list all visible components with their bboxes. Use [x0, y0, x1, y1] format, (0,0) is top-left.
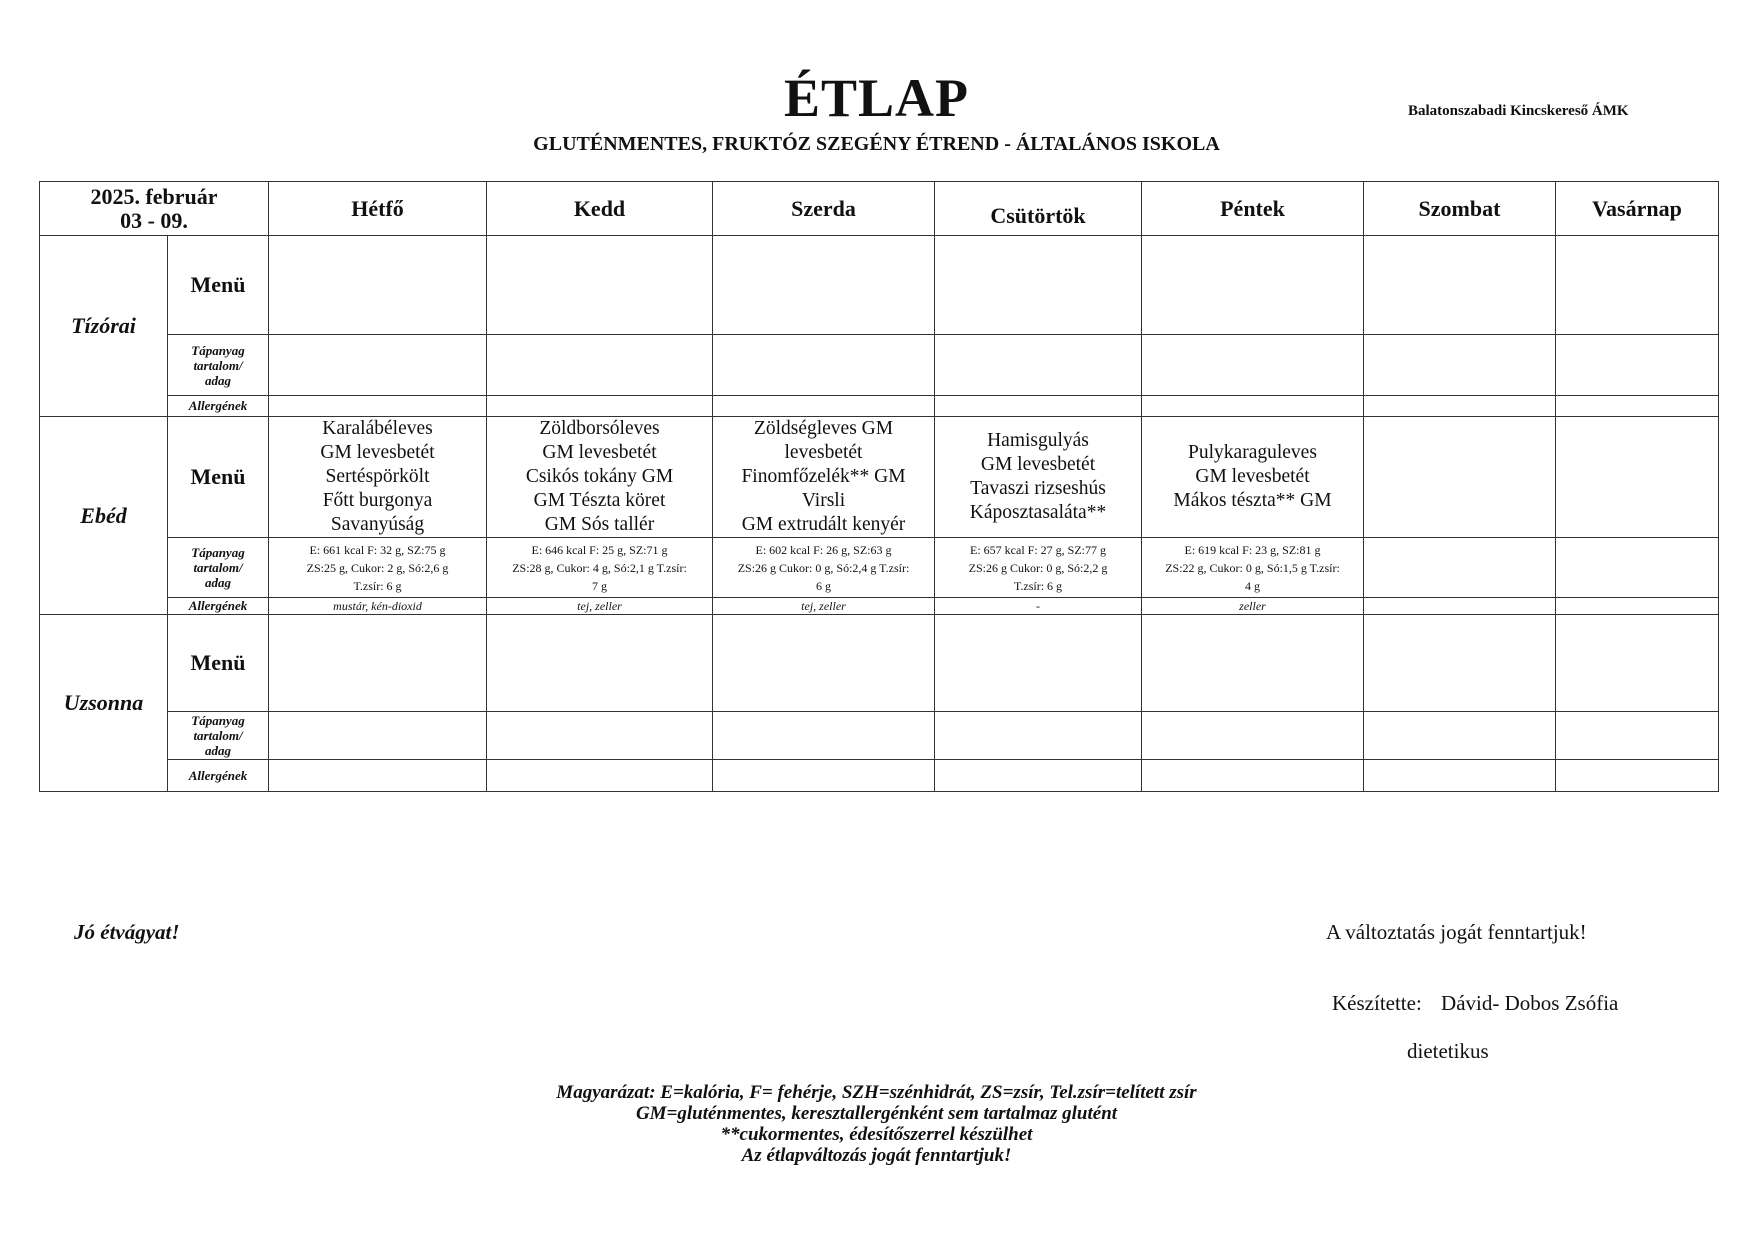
nutrition-line: E: 661 kcal F: 32 g, SZ:75 g [309, 542, 446, 557]
menu-cell-friday [1142, 417, 1364, 538]
menu-item: GM levesbetét [980, 454, 1096, 475]
day-header-sunday: Vasárnap [1556, 182, 1719, 236]
meal-label-uzsonna: Uzsonna [40, 615, 168, 792]
nutrition-cell [935, 712, 1142, 760]
allergen-cell-saturday [1364, 598, 1556, 615]
allergen-cell [487, 760, 713, 792]
menu-cell-sunday [1556, 417, 1719, 538]
row-label-menu: Menü [168, 236, 269, 335]
ebed-menu-row [40, 417, 1719, 538]
allergen-cell [1556, 396, 1719, 417]
menu-cell [487, 615, 713, 712]
menu-item: Zöldborsóleves [539, 418, 660, 439]
menu-item: Hamisgulyás [987, 430, 1089, 451]
prepared-by [1332, 991, 1618, 1016]
menu-item: GM Tészta köret [533, 490, 666, 511]
menu-item: Csikós tokány GM [525, 466, 674, 487]
nutrition-cell [935, 335, 1142, 396]
nutrition-line: ZS:22 g, Cukor: 0 g, Só:1,5 g T.zsír: [1165, 560, 1340, 575]
nutrition-line: T.zsír: 6 g [1013, 578, 1063, 593]
page-subtitle: GLUTÉNMENTES, FRUKTÓZ SZEGÉNY ÉTREND - ÁLTALÁNOS ISKOLA [533, 133, 1220, 155]
nutrition-label-line: tartalom/ [193, 357, 243, 373]
menu-cell [935, 615, 1142, 712]
day-header-saturday: Szombat [1364, 182, 1556, 236]
menu-item: Finomfőzelék** GM [741, 466, 906, 487]
nutrition-cell [1556, 335, 1719, 396]
nutrition-cell [713, 712, 935, 760]
nutrition-label-line: tartalom/ [193, 728, 243, 743]
nutrition-label-line: tartalom/ [193, 560, 243, 575]
menu-item: Pulykaraguleves [1188, 442, 1317, 463]
allergen-cell [269, 396, 487, 417]
nutrition-cell-tuesday [487, 538, 713, 598]
menu-cell [1556, 236, 1719, 335]
menu-item: Káposztasaláta** [969, 502, 1107, 523]
menu-cell [269, 615, 487, 712]
ebed-allergen-row [40, 598, 1719, 615]
menu-item: Főtt burgonya [322, 490, 433, 511]
menu-cell-saturday [1364, 417, 1556, 538]
uzsonna-menu-row [40, 615, 1719, 712]
tizorai-allergen-row [40, 396, 1719, 417]
nutrition-cell [487, 335, 713, 396]
nutrition-cell [269, 335, 487, 396]
menu-item: GM Sós tallér [544, 514, 655, 535]
nutrition-cell [269, 712, 487, 760]
menu-cell [1556, 615, 1719, 712]
nutrition-label-line: Tápanyag [191, 545, 245, 560]
menu-item: Tavaszi rizseshús [970, 478, 1106, 499]
nutrition-line: T.zsír: 6 g [353, 578, 402, 593]
nutrition-label-line: adag [205, 743, 231, 758]
row-label-menu: Menü [168, 417, 269, 538]
allergen-cell-friday: zeller [1142, 598, 1364, 615]
institution-name: Balatonszabadi Kincskereső ÁMK [1408, 103, 1629, 119]
date-range-cell [40, 182, 269, 236]
nutrition-line: E: 646 kcal F: 25 g, SZ:71 g [531, 542, 668, 557]
allergen-cell [1142, 396, 1364, 417]
menu-cell-monday [269, 417, 487, 538]
nutrition-label-line: adag [205, 575, 231, 590]
header-row [40, 182, 1719, 236]
menu-cell-thursday [935, 417, 1142, 538]
menu-cell [713, 615, 935, 712]
menu-item: GM extrudált kenyér [741, 514, 906, 535]
weekly-menu-table [39, 181, 1719, 792]
menu-item: GM levesbetét [320, 442, 435, 463]
legend-line: GM=gluténmentes, keresztallergénként sem tartalmaz glutént [635, 1103, 1118, 1124]
nutrition-cell [1556, 712, 1719, 760]
menu-cell [487, 236, 713, 335]
menu-item: Zöldségleves GM [753, 418, 894, 439]
bon-appetit-text: Jó étvágyat! [74, 920, 180, 944]
allergen-cell [1364, 760, 1556, 792]
nutrition-line: 6 g [816, 578, 831, 593]
menu-cell [713, 236, 935, 335]
nutrition-cell-wednesday [713, 538, 935, 598]
day-header-monday: Hétfő [269, 182, 487, 236]
legend-line: **cukormentes, édesítőszerrel készülhet [720, 1124, 1033, 1145]
legend-line: Az étlapváltozás jogát fenntartjuk! [741, 1145, 1012, 1166]
allergen-cell [1142, 760, 1364, 792]
nutrition-line: E: 602 kcal F: 26 g, SZ:63 g [755, 542, 892, 557]
legend [0, 1082, 1753, 1166]
meal-label-ebed: Ebéd [40, 417, 168, 615]
allergen-cell-sunday [1556, 598, 1719, 615]
allergen-cell [487, 396, 713, 417]
day-header-friday: Péntek [1142, 182, 1364, 236]
allergen-cell [935, 396, 1142, 417]
nutrition-line: E: 619 kcal F: 23 g, SZ:81 g [1184, 542, 1321, 557]
nutrition-cell-sunday [1556, 538, 1719, 598]
allergen-cell-tuesday: tej, zeller [487, 598, 713, 615]
row-label-menu: Menü [168, 615, 269, 712]
menu-cell-tuesday [487, 417, 713, 538]
menu-item: Mákos tészta** GM [1173, 490, 1332, 511]
menu-cell [269, 236, 487, 335]
row-label-nutrition [168, 538, 269, 598]
allergen-cell [713, 396, 935, 417]
nutrition-line: ZS:26 g Cukor: 0 g, Só:2,4 g T.zsír: [737, 560, 910, 575]
menu-item: GM levesbetét [1195, 466, 1310, 487]
date-month: 2025. február [90, 183, 218, 209]
row-label-allergens: Allergének [168, 598, 269, 615]
nutrition-label-line: Tápanyag [191, 713, 245, 728]
menu-cell [1364, 615, 1556, 712]
date-days: 03 - 09. [120, 207, 188, 233]
menu-cell [1142, 236, 1364, 335]
nutrition-cell-monday [269, 538, 487, 598]
nutrition-cell [713, 335, 935, 396]
tizorai-nutrition-row [40, 335, 1719, 396]
dietitian-title: dietetikus [1407, 1039, 1489, 1063]
day-header-thursday: Csütörtök [935, 182, 1142, 236]
menu-item: GM levesbetét [542, 442, 657, 463]
uzsonna-allergen-row [40, 760, 1719, 792]
prepared-by-name: Dávid- Dobos Zsófia [1441, 991, 1619, 1015]
row-label-allergens: Allergének [168, 396, 269, 417]
allergen-cell-monday: mustár, kén-dioxid [269, 598, 487, 615]
allergen-cell-wednesday: tej, zeller [713, 598, 935, 615]
nutrition-line: ZS:28 g, Cukor: 4 g, Só:2,1 g T.zsír: [512, 560, 687, 575]
allergen-cell [1556, 760, 1719, 792]
meal-label-tizorai: Tízórai [40, 236, 168, 417]
nutrition-label-line: adag [205, 372, 231, 388]
row-label-nutrition [168, 712, 269, 760]
allergen-cell [935, 760, 1142, 792]
nutrition-cell-thursday [935, 538, 1142, 598]
nutrition-cell [1142, 335, 1364, 396]
row-label-nutrition [168, 335, 269, 396]
prepared-by-label: Készítette: [1332, 991, 1422, 1015]
nutrition-cell [1142, 712, 1364, 760]
page-title: ÉTLAP [783, 68, 970, 128]
day-header-wednesday: Szerda [713, 182, 935, 236]
nutrition-line: ZS:26 g Cukor: 0 g, Só:2,2 g [968, 560, 1108, 575]
change-reserved-note: A változtatás jogát fenntartjuk! [1326, 920, 1587, 944]
menu-item: Virsli [801, 490, 846, 511]
nutrition-cell [1364, 335, 1556, 396]
menu-cell [1364, 236, 1556, 335]
menu-cell [935, 236, 1142, 335]
nutrition-cell-saturday [1364, 538, 1556, 598]
menu-cell [1142, 615, 1364, 712]
allergen-cell-thursday: - [935, 598, 1142, 615]
menu-item: Karalábéleves [322, 418, 433, 439]
legend-line: Magyarázat: E=kalória, F= fehérje, SZH=szénhidrát, ZS=zsír, Tel.zsír=telített zsír [556, 1082, 1197, 1103]
tizorai-menu-row [40, 236, 1719, 335]
nutrition-label-line: Tápanyag [191, 342, 245, 358]
nutrition-line: E: 657 kcal F: 27 g, SZ:77 g [970, 542, 1106, 557]
day-header-tuesday: Kedd [487, 182, 713, 236]
ebed-nutrition-row [40, 538, 1719, 598]
menu-item: levesbetét [784, 442, 863, 463]
allergen-cell [269, 760, 487, 792]
nutrition-cell [487, 712, 713, 760]
menu-cell-wednesday [713, 417, 935, 538]
uzsonna-nutrition-row [40, 712, 1719, 760]
menu-item: Sertéspörkölt [325, 466, 430, 487]
allergen-cell [1364, 396, 1556, 417]
nutrition-line: 7 g [592, 578, 607, 593]
nutrition-line: ZS:25 g, Cukor: 2 g, Só:2,6 g [306, 560, 449, 575]
allergen-cell [713, 760, 935, 792]
menu-item: Savanyúság [330, 514, 425, 535]
nutrition-line: 4 g [1245, 578, 1260, 593]
row-label-allergens: Allergének [168, 760, 269, 792]
nutrition-cell [1364, 712, 1556, 760]
nutrition-cell-friday [1142, 538, 1364, 598]
